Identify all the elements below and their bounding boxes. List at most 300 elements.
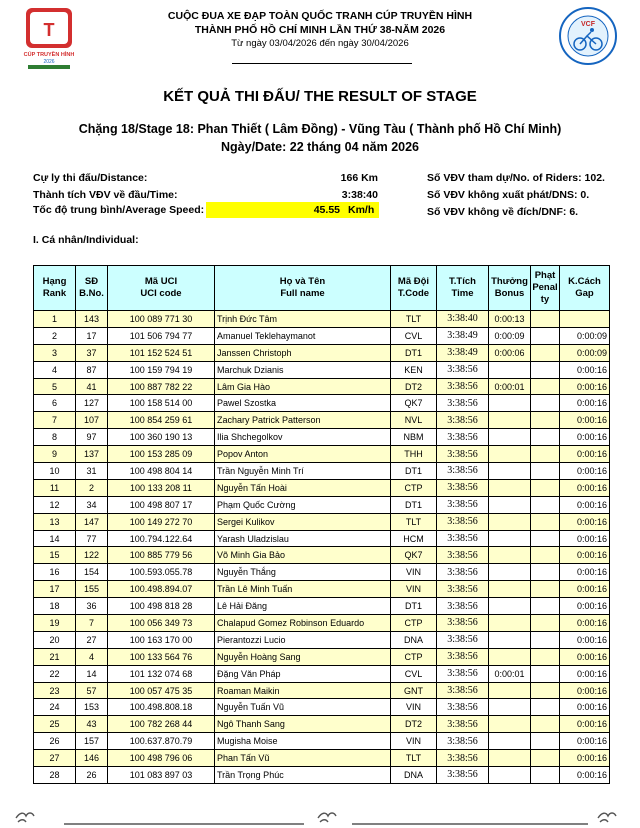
table-row [34,733,610,750]
cell-team: DT1 [391,598,437,615]
cell-gap: 0:00:09 [560,327,610,344]
table-row [34,750,610,767]
cell-rank: 8 [34,429,76,446]
cell-bib: 146 [76,750,108,767]
cell-gap: 0:00:16 [560,581,610,598]
cell-gap: 0:00:16 [560,648,610,665]
vcf-logo [558,6,618,66]
cell-rank: 11 [34,479,76,496]
cell-gap: 0:00:16 [560,716,610,733]
page-footer [0,800,640,828]
cell-rank: 12 [34,496,76,513]
cell-team: TLT [391,311,437,328]
cell-bib: 14 [76,665,108,682]
cell-rank: 9 [34,446,76,463]
footer-cyclist-icon-right [598,813,616,822]
cell-penalty [531,429,560,446]
table-row [34,767,610,784]
table-row [34,311,610,328]
cell-team: DT1 [391,496,437,513]
cell-gap: 0:00:16 [560,429,610,446]
cell-time: 3:38:40 [437,311,489,328]
cell-team: CTP [391,479,437,496]
cell-uci: 100 360 190 13 [108,429,215,446]
cell-uci: 100.498.894.07 [108,581,215,598]
cell-rank: 28 [34,767,76,784]
cell-time: 3:38:56 [437,513,489,530]
cell-penalty [531,564,560,581]
cell-name: Roaman Maikin [215,682,391,699]
cell-rank: 2 [34,327,76,344]
cell-time: 3:38:56 [437,598,489,615]
cell-bib: 4 [76,648,108,665]
cell-bonus [489,513,531,530]
cell-gap: 0:00:16 [560,615,610,632]
header-line-1: CUỘC ĐUA XE ĐẠP TOÀN QUỐC TRANH CÚP TRUYỀN HÌNH [167,10,473,22]
cell-uci: 100 133 208 11 [108,479,215,496]
cell-uci: 100 498 804 14 [108,463,215,480]
cell-bib: 143 [76,311,108,328]
table-row [34,395,610,412]
cell-gap: 0:00:16 [560,412,610,429]
cell-team: VIN [391,699,437,716]
cell-name: Nguyễn Tấn Hoài [215,479,391,496]
cell-rank: 16 [34,564,76,581]
cell-name: Nguyễn Tuấn Vũ [215,699,391,716]
time-label: Thành tích VĐV về đầu/Time: [33,189,178,201]
cell-bonus [489,530,531,547]
cell-time: 3:38:56 [437,564,489,581]
dnf-count: Số VĐV không về đích/DNF: 6. [427,206,579,218]
cell-name: Ngô Thanh Sang [215,716,391,733]
cell-penalty [531,530,560,547]
cell-bib: 36 [76,598,108,615]
table-row [34,378,610,395]
cell-uci: 100 782 268 44 [108,716,215,733]
col-penalty-header: Phạt Penalty [531,266,560,311]
cell-uci: 100 089 771 30 [108,311,215,328]
cell-team: NVL [391,412,437,429]
cell-gap: 0:00:16 [560,361,610,378]
cell-time: 3:38:56 [437,733,489,750]
cell-bib: 26 [76,767,108,784]
page-title: KẾT QUẢ THI ĐẤU/ THE RESULT OF STAGE [163,88,477,105]
cell-rank: 7 [34,412,76,429]
cell-time: 3:38:56 [437,446,489,463]
section-title: I. Cá nhân/Individual: [33,234,139,246]
cell-rank: 18 [34,598,76,615]
cell-bib: 57 [76,682,108,699]
cell-time: 3:38:56 [437,699,489,716]
cell-uci: 100 498 796 06 [108,750,215,767]
riders-count: Số VĐV tham dự/No. of Riders: 102. [427,172,605,184]
cell-gap: 0:00:16 [560,479,610,496]
cell-penalty [531,327,560,344]
cell-bonus [489,547,531,564]
svg-text:T: T [43,20,55,40]
header-dates: Từ ngày 03/04/2026 đến ngày 30/04/2026 [231,38,409,49]
cell-name: Sergei Kulikov [215,513,391,530]
cell-time: 3:38:49 [437,344,489,361]
cell-time: 3:38:56 [437,615,489,632]
cell-name: Nguyễn Thắng [215,564,391,581]
cell-penalty [531,361,560,378]
cell-bib: 122 [76,547,108,564]
cell-uci: 101 083 897 03 [108,767,215,784]
cell-bonus: 0:00:06 [489,344,531,361]
cell-bonus [489,361,531,378]
cell-team: TLT [391,513,437,530]
cell-gap: 0:00:16 [560,547,610,564]
cell-bonus [489,463,531,480]
cell-uci: 101 506 794 77 [108,327,215,344]
cell-rank: 13 [34,513,76,530]
cell-uci: 100 498 807 17 [108,496,215,513]
cell-name: Ilia Shchegolkov [215,429,391,446]
cell-uci: 100 158 514 00 [108,395,215,412]
header-line-2: THÀNH PHỐ HỒ CHÍ MINH LẦN THỨ 38-NĂM 2026 [194,24,446,36]
cell-name: Lê Hải Đăng [215,598,391,615]
cell-team: HCM [391,530,437,547]
cell-bonus [489,496,531,513]
cell-uci: 100 133 564 76 [108,648,215,665]
cell-uci: 100 159 794 19 [108,361,215,378]
table-row [34,479,610,496]
cell-uci: 101 132 074 68 [108,665,215,682]
time-value: 3:38:40 [341,189,378,201]
cell-penalty [531,344,560,361]
cell-penalty [531,733,560,750]
cell-bonus [489,395,531,412]
cell-bib: 157 [76,733,108,750]
cell-gap: 0:00:16 [560,682,610,699]
cell-gap: 0:00:16 [560,378,610,395]
cell-penalty [531,767,560,784]
cell-time: 3:38:56 [437,412,489,429]
cell-penalty [531,446,560,463]
cell-team: VIN [391,564,437,581]
cell-bib: 77 [76,530,108,547]
logo-left-text: CÚP TRUYỀN HÌNH [23,52,75,58]
cell-bonus [489,682,531,699]
cell-team: VIN [391,581,437,598]
cell-team: QK7 [391,395,437,412]
cell-penalty [531,513,560,530]
speed-label: Tốc độ trung bình/Average Speed: [33,204,205,216]
cell-name: Amanuel Teklehaymanot [215,327,391,344]
col-uci-header: Mã UCI UCI code [108,266,215,311]
cell-uci: 100 885 779 56 [108,547,215,564]
cell-team: GNT [391,682,437,699]
cell-name: Popov Anton [215,446,391,463]
cell-time: 3:38:56 [437,463,489,480]
cell-bib: 87 [76,361,108,378]
cell-name: Đặng Văn Pháp [215,665,391,682]
col-gap-header: K.Cách Gap [560,266,610,311]
table-row [34,327,610,344]
cell-team: CTP [391,648,437,665]
cell-penalty [531,412,560,429]
cell-time: 3:38:49 [437,327,489,344]
cell-penalty [531,631,560,648]
cell-bib: 153 [76,699,108,716]
cell-bonus [489,581,531,598]
date-line: Ngày/Date: 22 tháng 04 năm 2026 [221,140,419,154]
cell-gap: 0:00:09 [560,344,610,361]
cell-bib: 31 [76,463,108,480]
cell-name: Võ Minh Gia Bảo [215,547,391,564]
table-row [34,547,610,564]
cell-penalty [531,463,560,480]
cell-team: DT2 [391,378,437,395]
cell-bonus [489,564,531,581]
cell-name: Nguyễn Hoàng Sang [215,648,391,665]
cell-gap: 0:00:16 [560,564,610,581]
table-row [34,564,610,581]
table-row [34,598,610,615]
cell-uci: 100.498.808.18 [108,699,215,716]
table-row [34,513,610,530]
cell-rank: 1 [34,311,76,328]
cell-bib: 41 [76,378,108,395]
table-row [34,496,610,513]
cell-penalty [531,699,560,716]
cell-time: 3:38:56 [437,479,489,496]
cell-uci: 100 057 475 35 [108,682,215,699]
cell-penalty [531,547,560,564]
cell-gap: 0:00:16 [560,530,610,547]
results-table [33,265,610,784]
tournament-logo [22,6,76,70]
cell-uci: 100 153 285 09 [108,446,215,463]
header-divider [232,63,412,64]
cell-bib: 27 [76,631,108,648]
cell-rank: 25 [34,716,76,733]
table-row [34,682,610,699]
cell-team: NBM [391,429,437,446]
footer-cyclist-icon-left [16,813,34,822]
cell-team: DNA [391,631,437,648]
cell-bonus [489,648,531,665]
cell-name: Trần Trọng Phúc [215,767,391,784]
cell-time: 3:38:56 [437,496,489,513]
cell-time: 3:38:56 [437,361,489,378]
cell-team: CTP [391,615,437,632]
cell-time: 3:38:56 [437,581,489,598]
col-bib-header: SĐ B.No. [76,266,108,311]
cell-time: 3:38:56 [437,378,489,395]
cell-team: TLT [391,750,437,767]
cell-rank: 3 [34,344,76,361]
table-row [34,665,610,682]
cell-gap: 0:00:16 [560,767,610,784]
cell-penalty [531,378,560,395]
cell-time: 3:38:56 [437,750,489,767]
col-name-header: Họ và Tên Full name [215,266,391,311]
cell-name: Phan Tấn Vũ [215,750,391,767]
distance-value: 166 Km [340,172,378,184]
cell-bonus [489,750,531,767]
table-row [34,412,610,429]
cell-gap: 0:00:16 [560,733,610,750]
col-time-header: T.Tích Time [437,266,489,311]
table-row [34,344,610,361]
cell-gap: 0:00:16 [560,699,610,716]
cell-time: 3:38:56 [437,631,489,648]
table-row [34,581,610,598]
cell-gap: 0:00:16 [560,665,610,682]
cell-bib: 154 [76,564,108,581]
table-row [34,463,610,480]
cell-bib: 147 [76,513,108,530]
cell-uci: 100 149 272 70 [108,513,215,530]
table-header-row [34,266,610,311]
cell-bonus [489,631,531,648]
cell-rank: 20 [34,631,76,648]
cell-time: 3:38:56 [437,395,489,412]
cell-penalty [531,479,560,496]
speed-unit: Km/h [348,204,375,216]
cell-bonus [489,716,531,733]
cell-uci: 100 887 782 22 [108,378,215,395]
cell-time: 3:38:56 [437,682,489,699]
cell-penalty [531,395,560,412]
cell-name: Zachary Patrick Patterson [215,412,391,429]
cell-team: DT1 [391,463,437,480]
cell-time: 3:38:56 [437,648,489,665]
cell-rank: 6 [34,395,76,412]
cell-name: Pawel Szostka [215,395,391,412]
cell-gap: 0:00:16 [560,631,610,648]
cell-penalty [531,311,560,328]
cell-penalty [531,496,560,513]
cell-penalty [531,648,560,665]
cell-uci: 100 498 818 28 [108,598,215,615]
cell-name: Trịnh Đức Tâm [215,311,391,328]
cell-bonus [489,598,531,615]
table-row [34,446,610,463]
cell-name: Trần Lê Minh Tuấn [215,581,391,598]
cell-gap: 0:00:16 [560,513,610,530]
cell-bonus [489,615,531,632]
cell-bonus [489,699,531,716]
cell-team: THH [391,446,437,463]
cell-uci: 100.593.055.78 [108,564,215,581]
cell-gap [560,311,610,328]
cell-rank: 23 [34,682,76,699]
cell-bib: 7 [76,615,108,632]
cell-team: CVL [391,327,437,344]
cell-rank: 21 [34,648,76,665]
table-row [34,361,610,378]
cell-bonus [489,479,531,496]
cell-rank: 26 [34,733,76,750]
cell-rank: 14 [34,530,76,547]
col-rank-header: Hạng Rank [34,266,76,311]
cell-uci: 100.637.870.79 [108,733,215,750]
cell-bib: 155 [76,581,108,598]
cell-time: 3:38:56 [437,767,489,784]
cell-uci: 100 056 349 73 [108,615,215,632]
distance-label: Cự ly thi đấu/Distance: [33,172,148,184]
cell-name: Phạm Quốc Cường [215,496,391,513]
cell-bib: 137 [76,446,108,463]
cell-team: DNA [391,767,437,784]
cell-rank: 10 [34,463,76,480]
cell-gap: 0:00:16 [560,496,610,513]
cell-team: DT2 [391,716,437,733]
cell-bib: 37 [76,344,108,361]
cell-team: KEN [391,361,437,378]
cell-uci: 100 163 170 00 [108,631,215,648]
cell-gap: 0:00:16 [560,750,610,767]
table-row [34,530,610,547]
cell-rank: 24 [34,699,76,716]
cell-rank: 15 [34,547,76,564]
table-row [34,631,610,648]
cell-time: 3:38:56 [437,530,489,547]
cell-name: Yarash Uladzislau [215,530,391,547]
cell-bonus [489,429,531,446]
footer-cyclist-icon-mid [318,813,336,822]
cell-uci: 100 854 259 61 [108,412,215,429]
col-bonus-header: Thưởng Bonus [489,266,531,311]
cell-team: VIN [391,733,437,750]
cell-bonus: 0:00:01 [489,378,531,395]
cell-uci: 100.794.122.64 [108,530,215,547]
cell-name: Lâm Gia Hào [215,378,391,395]
cell-bib: 17 [76,327,108,344]
cell-name: Trần Nguyễn Minh Trí [215,463,391,480]
cell-bonus: 0:00:01 [489,665,531,682]
cell-penalty [531,682,560,699]
cell-time: 3:38:56 [437,429,489,446]
table-row [34,648,610,665]
cell-penalty [531,615,560,632]
stage-line: Chặng 18/Stage 18: Phan Thiết ( Lâm Đồng) - Vũng Tàu ( Thành phố Hồ Chí Minh) [78,122,562,136]
cell-penalty [531,581,560,598]
cell-rank: 27 [34,750,76,767]
cell-name: Mugisha Moise [215,733,391,750]
cell-bonus [489,412,531,429]
cell-bib: 97 [76,429,108,446]
logo-left-year: 2026 [43,59,55,65]
cell-bonus: 0:00:09 [489,327,531,344]
cell-name: Marchuk Dzianis [215,361,391,378]
cell-rank: 22 [34,665,76,682]
cell-team: QK7 [391,547,437,564]
cell-name: Chalapud Gomez Robinson Eduardo [215,615,391,632]
cell-rank: 19 [34,615,76,632]
cell-bib: 43 [76,716,108,733]
cell-time: 3:38:56 [437,716,489,733]
cell-penalty [531,750,560,767]
cell-bonus [489,767,531,784]
cell-bib: 107 [76,412,108,429]
cell-team: DT1 [391,344,437,361]
cell-penalty [531,665,560,682]
cell-gap: 0:00:16 [560,598,610,615]
cell-team: CVL [391,665,437,682]
cell-uci: 101 152 524 51 [108,344,215,361]
cell-bib: 34 [76,496,108,513]
cell-penalty [531,716,560,733]
speed-value: 45.55 [313,204,340,216]
cell-bonus: 0:00:13 [489,311,531,328]
table-row [34,699,610,716]
cell-rank: 17 [34,581,76,598]
cell-time: 3:38:56 [437,547,489,564]
